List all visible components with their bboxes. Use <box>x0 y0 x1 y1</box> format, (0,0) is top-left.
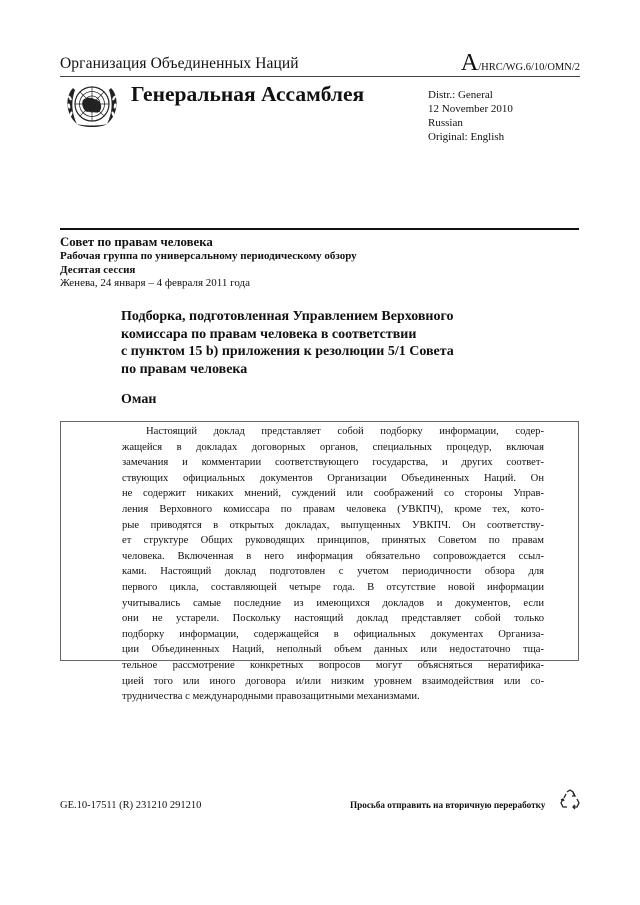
summary-line: человека. Включенная в него информация обязательно сопровождается ссыл- <box>122 550 544 562</box>
summary-line: ками. Настоящий доклад подготовлен с учетом периодичности обзора для <box>122 566 544 578</box>
section-rule <box>60 228 579 230</box>
summary-line: ления Верховного комиссара по правам человека (УВКПЧ), кроме тех, кото- <box>122 503 544 515</box>
session-place-dates: Женева, 24 января – 4 февраля 2011 года <box>60 277 251 290</box>
summary-line: ет структуре Общих руководящих принципов, принятых Советом по правам <box>122 535 544 547</box>
country-heading: Оман <box>121 392 157 407</box>
summary-line: учитывались самые последние из имеющихся докладов и документов, если <box>122 597 544 609</box>
summary-line: подборку информации, содержащейся в официальных документах Организа- <box>122 628 544 640</box>
summary-line: ствующих официальных документов Организации Объединенных Наций. Он <box>122 472 544 484</box>
document-symbol-rest: /HRC/WG.6/10/OMN/2 <box>478 62 580 73</box>
document-symbol <box>461 50 580 77</box>
document-title-line: с пунктом 15 b) приложения к резолюции 5/1 Совета <box>121 344 454 359</box>
recycle-note: Просьба отправить на вторичную переработку <box>350 800 546 810</box>
general-assembly-title: Генеральная Ассамблея <box>131 82 365 106</box>
document-language: Russian <box>428 117 463 129</box>
header-rule <box>60 76 580 77</box>
original-language: Original: English <box>428 131 505 143</box>
session-name: Десятая сессия <box>60 263 136 276</box>
organization-name: Организация Объединенных Наций <box>60 55 299 72</box>
summary-line: первого цикла, составляющей четыре года. В отсутствие новой информации <box>122 581 544 593</box>
document-title-line: Подборка, подготовленная Управлением Верховного <box>121 309 454 324</box>
un-emblem-icon <box>63 80 121 130</box>
summary-line: Настоящий доклад представляет собой подборку информации, содер- <box>146 426 544 437</box>
summary-line: тельное рассмотрение конкретных вопросов могут объясняться нератифика- <box>122 659 544 671</box>
summary-text <box>122 424 544 705</box>
summary-line: они не устарели. Поскольку настоящий доклад представляет собой только <box>122 613 544 625</box>
document-title-line: по правам человека <box>121 361 248 377</box>
distribution-block <box>428 88 513 144</box>
summary-line: цией того или иного договора и/или низким уровнем взаимодействия или со- <box>122 675 544 687</box>
working-group: Рабочая группа по универсальному периодическому обзору <box>60 249 357 262</box>
document-title <box>121 308 521 378</box>
summary-box <box>60 421 579 703</box>
council-name: Совет по правам человека <box>60 235 213 249</box>
summary-line: жащейся в докладах договорных органов, специальных процедур, включая <box>122 441 544 453</box>
document-code: GE.10-17511 (R) 231210 291210 <box>60 800 202 811</box>
document-title-line: комиссара по правам человека в соответствии <box>121 326 417 342</box>
summary-line: не содержит никаких мнений, суждений или соображений со стороны Управ- <box>122 488 544 500</box>
summary-line: замечания и комментарии соответствующего государства, и других соответ- <box>122 457 544 469</box>
summary-line: трудничества с международными правозащитными механизмами. <box>122 691 420 703</box>
document-symbol-prefix: A <box>460 50 479 76</box>
distribution-type: Distr.: General <box>428 89 493 101</box>
recycle-icon <box>558 788 582 812</box>
summary-line: ции Объединенных Наций, неполный объем данных или недостаточно тща- <box>122 644 544 656</box>
summary-line: рые приводятся в открытых докладах, выпущенных УВКПЧ. Он соответству- <box>122 519 544 531</box>
council-block <box>60 236 357 291</box>
issue-date: 12 November 2010 <box>428 103 513 115</box>
